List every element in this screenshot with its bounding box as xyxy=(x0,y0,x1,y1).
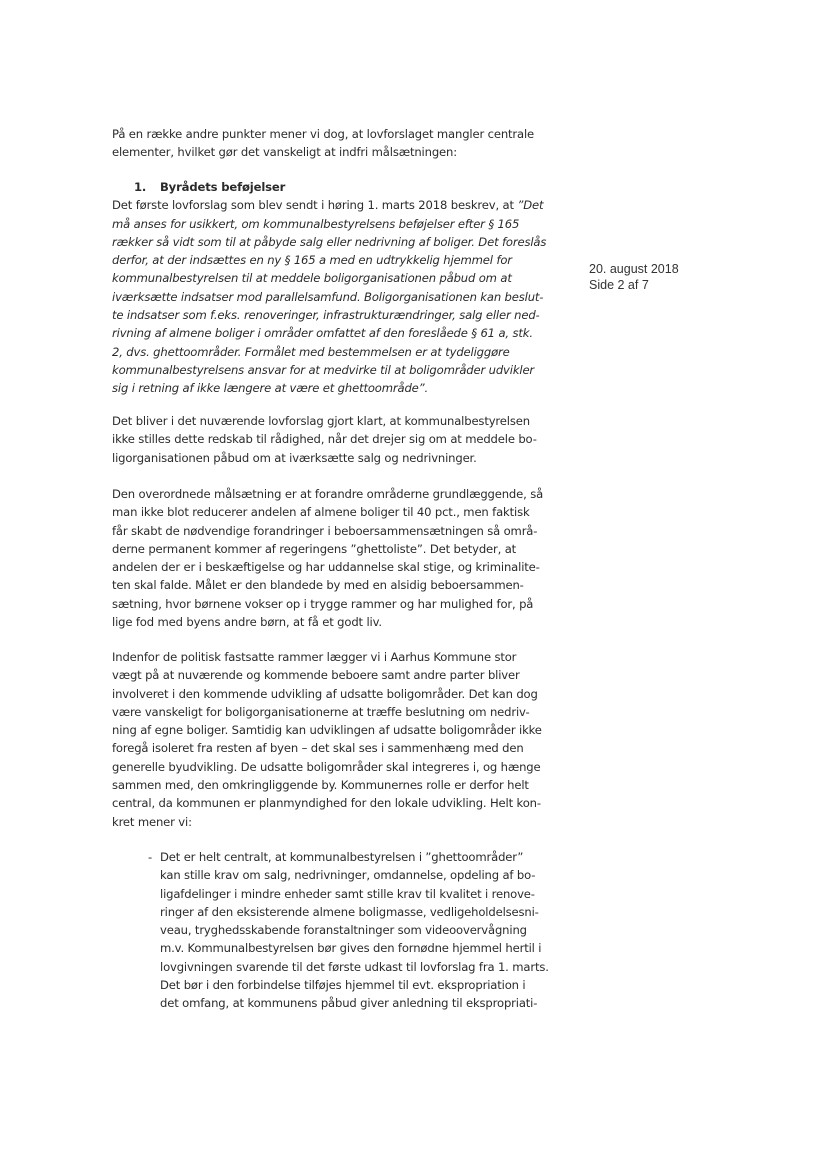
quote-line: må anses for usikkert, om kommunalbestyrelsens beføjelser efter § 165 xyxy=(112,216,520,231)
quote-line: 2, dvs. ghettoområder. Formålet med bestemmelsen er at tydeliggøre xyxy=(112,344,510,359)
section-byradets-befojelser xyxy=(112,178,564,398)
bullet-marker: - xyxy=(148,850,153,864)
intro-paragraph xyxy=(112,125,564,162)
text-line: ligorganisationen påbud om at iværksætte salg og nedrivninger. xyxy=(112,450,477,465)
quote-line: kommunalbestyrelsen til at meddele boligorganisationen påbud om at xyxy=(112,271,512,286)
quote-line: te indsatser som f.eks. renoveringer, infrastrukturændringer, salg eller ned- xyxy=(112,308,540,323)
text-line: På en række andre punkter mener vi dog, at lovforslaget mangler centrale xyxy=(112,127,535,141)
text-line: vægt på at nuværende og kommende beboere samt andre parter bliver xyxy=(112,668,520,683)
text-line: ten skal falde. Målet er den blandede by med en alsidig beboersammen- xyxy=(112,578,524,593)
quote-line: derfor, at der indsættes en ny § 165 a med en udtrykkelig hjemmel for xyxy=(112,253,512,268)
text-line: central, da kommunen er planmyndighed for den lokale udvikling. Helt kon- xyxy=(112,796,541,811)
text-line: sammen med, den omkringliggende by. Kommunernes rolle er derfor helt xyxy=(112,778,529,793)
text-line: veau, tryghedsskabende foranstaltninger som videoovervågning xyxy=(160,923,527,938)
text-line: involveret i den kommende udvikling af udsatte boligområder. Det kan dog xyxy=(112,686,538,701)
paragraph-current-proposal xyxy=(112,412,564,467)
quote-intro-text: Det første lovforslag som blev sendt i høring 1. marts 2018 beskrev, at xyxy=(112,198,518,213)
text-line: Den overordnede målsætning er at forandre områderne grundlæggende, så xyxy=(112,487,544,501)
document-date: 20. august 2018 xyxy=(589,262,679,276)
quote-line: kommunalbestyrelsens ansvar for at medvirke til at boligområder udvikler xyxy=(112,362,535,377)
text-line xyxy=(112,196,564,214)
text-line: Det bliver i det nuværende lovforslag gjort klart, at kommunalbestyrelsen xyxy=(112,414,530,428)
section-number: 1. xyxy=(134,180,147,194)
text-line: andelen der er i beskæftigelse og har uddannelse skal stige, og kriminalite- xyxy=(112,560,540,575)
text-line: det omfang, at kommunens påbud giver anledning til ekspropriati- xyxy=(160,996,538,1011)
paragraph-overall-goal xyxy=(112,485,564,631)
text-line: Indenfor de politisk fastsatte rammer lægger vi i Aarhus Kommune stor xyxy=(112,650,517,664)
text-line: ligafdelinger i mindre enheder samt stille krav til kvalitet i renove- xyxy=(160,886,535,901)
text-line: får skabt de nødvendige forandringer i beboersammensætningen så områ- xyxy=(112,523,538,538)
text-line: elementer, hvilket gør det vanskeligt at indfri målsætningen: xyxy=(112,145,457,160)
text-line: generelle byudvikling. De udsatte boligområder skal integreres i, og hænge xyxy=(112,759,541,774)
section-title: Byrådets beføjelser xyxy=(160,180,286,194)
text-line: kret mener vi: xyxy=(112,814,192,829)
quote-line: rækker så vidt som til at påbyde salg eller nedrivning af boliger. Det foreslås xyxy=(112,234,547,249)
section-heading xyxy=(112,178,564,196)
quote-line: rivning af almene boliger i områder omfattet af den foreslåede § 61 a, stk. xyxy=(112,326,533,341)
quote-line: sig i retning af ikke længere at være et ghettoområde”. xyxy=(112,381,429,396)
text-line: være vanskeligt for boligorganisationerne at træffe beslutning om nedriv- xyxy=(112,704,530,719)
page-number: Side 2 af 7 xyxy=(589,278,649,292)
text-line: ringer af den eksisterende almene boligmasse, vedligeholdelsesni- xyxy=(160,904,539,919)
text-line: derne permanent kommer af regeringens ”ghettoliste”. Det betyder, at xyxy=(112,541,517,556)
text-line: ikke stilles dette redskab til rådighed, når det drejer sig om at meddele bo- xyxy=(112,432,537,447)
margin-info xyxy=(589,261,729,293)
quote-start: ”Det xyxy=(517,198,544,213)
text-line: m.v. Kommunalbestyrelsen bør gives den fornødne hjemmel hertil i xyxy=(160,941,542,956)
quote-line: iværksætte indsatser mod parallelsamfund. Boligorganisationen kan beslut- xyxy=(112,289,544,304)
text-line: Det er helt centralt, at kommunalbestyrelsen i ”ghettoområder” xyxy=(160,850,524,864)
text-line: ning af egne boliger. Samtidig kan udviklingen af udsatte boligområder ikke xyxy=(112,723,542,738)
text-line: kan stille krav om salg, nedrivninger, omdannelse, opdeling af bo- xyxy=(160,868,536,883)
bullet-text xyxy=(160,848,580,1013)
text-line: man ikke blot reducerer andelen af almene boliger til 40 pct., men faktisk xyxy=(112,505,530,520)
paragraph-political-framework xyxy=(112,648,564,831)
text-line: Det bør i den forbindelse tilføjes hjemmel til evt. ekspropriation i xyxy=(160,978,526,993)
text-line: sætning, hvor børnene vokser op i trygge rammer og har mulighed for, på xyxy=(112,596,534,611)
text-line: lige fod med byens andre børn, at få et godt liv. xyxy=(112,615,382,630)
text-line: foregå isoleret fra resten af byen – det skal ses i sammenhæng med den xyxy=(112,741,524,756)
text-line: lovgivningen svarende til det første udkast til lovforslag fra 1. marts. xyxy=(160,959,549,974)
